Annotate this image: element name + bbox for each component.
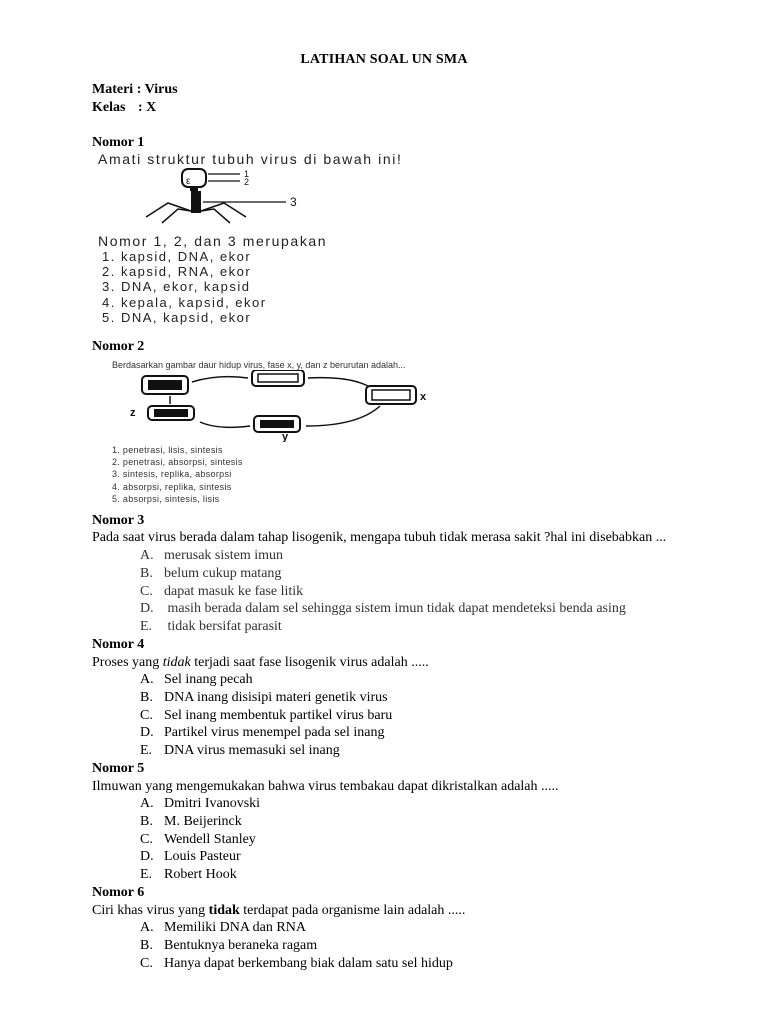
materi-line: [92, 82, 178, 98]
question-1-option-4: 4. kepala, kapsid, ekor: [102, 295, 267, 310]
option-letter: C.: [140, 956, 153, 971]
question-4-option-e: [140, 743, 340, 759]
question-6-option-c: [140, 956, 453, 972]
question-4-heading: Nomor 4: [92, 637, 145, 652]
arrow-2: [308, 378, 368, 386]
materi-key: Materi: [92, 82, 134, 97]
materi-value: Virus: [144, 82, 178, 97]
question-6-option-a: [140, 920, 306, 936]
option-letter: E.: [140, 743, 153, 758]
option-text: M. Beijerinck: [164, 814, 242, 829]
materi-sep: :: [136, 82, 142, 97]
option-text: DNA virus memasuki sel inang: [164, 743, 340, 758]
tail-fiber-right-2: [201, 209, 230, 223]
virus-tail: [191, 191, 201, 213]
virus-collar: [190, 187, 198, 191]
question-5-option-a: [140, 796, 260, 812]
question-1-option-5: 5. DNA, kapsid, ekor: [102, 310, 252, 325]
question-4-text: [92, 655, 429, 671]
option-text: Bentuknya beraneka ragam: [164, 938, 318, 953]
virus-life-cycle-figure: [118, 370, 438, 442]
cell-stage-x-content: [372, 390, 410, 400]
option-text: dapat masuk ke fase litik: [164, 584, 304, 599]
question-2-prompt: Berdasarkan gambar daur hidup virus, fase x, y, dan z berurutan adalah...: [112, 360, 406, 370]
option-text: Wendell Stanley: [164, 832, 256, 847]
cell-stage-2-content: [258, 374, 298, 382]
question-4-option-d: [140, 725, 384, 741]
figure-label-z: z: [130, 407, 136, 419]
question-2-option-2: 2. penetrasi, absorpsi, sintesis: [112, 457, 243, 467]
option-text: Dmitri Ivanovski: [164, 796, 261, 811]
option-letter: D.: [140, 601, 154, 616]
question-5-text: Ilmuwan yang mengemukakan bahwa virus tembakau dapat dikristalkan adalah .....: [92, 779, 559, 794]
question-4-option-c: [140, 708, 392, 724]
figure-label-2: 2: [244, 177, 250, 187]
kelas-key: Kelas: [92, 100, 126, 115]
option-letter: A.: [140, 796, 154, 811]
option-letter: D.: [140, 725, 154, 740]
option-text: belum cukup matang: [164, 566, 282, 581]
option-text: Sel inang membentuk partikel virus baru: [164, 708, 393, 723]
question-2-option-3: 3. sintesis, replika, absorpsi: [112, 469, 232, 479]
option-text: masih berada dalam sel sehingga sistem imun tidak dapat mendeteksi benda asing: [164, 601, 626, 616]
option-letter: B.: [140, 690, 153, 705]
option-text: Robert Hook: [164, 867, 237, 882]
question-3-option-c: [140, 584, 303, 600]
question-6-option-b: [140, 938, 317, 954]
question-4-text-pre: Proses yang: [92, 655, 163, 670]
option-text: Sel inang pecah: [164, 672, 253, 687]
figure-label-3: 3: [290, 195, 297, 209]
question-5-option-b: [140, 814, 242, 830]
document-title: LATIHAN SOAL UN SMA: [300, 52, 468, 67]
question-1-heading: Nomor 1: [92, 135, 145, 150]
figure-label-1: 1: [244, 169, 250, 179]
arrow-1: [192, 377, 248, 382]
option-letter: E.: [140, 867, 153, 882]
option-letter: B.: [140, 566, 153, 581]
question-1-prompt: Amati struktur tubuh virus di bawah ini!: [98, 151, 403, 167]
kelas-value: X: [146, 100, 157, 115]
tail-fiber-left-2: [162, 209, 191, 223]
question-2-option-4: 4. absorpsi, replika, sintesis: [112, 482, 232, 492]
question-6-text: [92, 903, 465, 919]
arrow-4: [200, 422, 250, 427]
question-4-text-post: terjadi saat fase lisogenik virus adalah .....: [190, 655, 429, 670]
question-1-option-1: 1. kapsid, DNA, ekor: [102, 249, 252, 264]
option-letter: E.: [140, 619, 153, 634]
question-5-heading: Nomor 5: [92, 761, 145, 776]
kelas-sep: :: [138, 100, 143, 115]
option-letter: A.: [140, 672, 154, 687]
question-6-text-emphasis: tidak: [208, 903, 240, 918]
question-3-option-d: [140, 601, 626, 617]
question-2-heading: Nomor 2: [92, 339, 145, 354]
question-5-option-c: [140, 832, 256, 848]
option-text: merusak sistem imun: [164, 548, 283, 563]
question-6-text-post: terdapat pada organisme lain adalah .....: [239, 903, 466, 918]
option-text: Louis Pasteur: [164, 849, 241, 864]
question-6-text-pre: Ciri khas virus yang: [92, 903, 209, 918]
figure-label-y: y: [282, 431, 289, 442]
question-2-option-1: 1. penetrasi, lisis, sintesis: [112, 445, 223, 455]
question-4-text-emphasis: tidak: [162, 655, 191, 670]
arrow-3: [306, 406, 380, 426]
option-text: Partikel virus menempel pada sel inang: [164, 725, 385, 740]
question-5-option-e: [140, 867, 237, 883]
cell-stage-1-content: [148, 380, 182, 390]
virus-structure-figure: [128, 165, 318, 231]
question-3-heading: Nomor 3: [92, 513, 145, 528]
option-text: Hanya dapat berkembang biak dalam satu sel hidup: [164, 956, 453, 971]
cell-stage-y-content: [260, 420, 294, 428]
question-2-option-5: 5. absorpsi, sintesis, lisis: [112, 494, 220, 504]
kelas-line: [92, 100, 156, 116]
virus-head-mark: ε: [186, 176, 191, 187]
cell-stage-x: [366, 386, 416, 404]
figure-label-x: x: [420, 391, 427, 403]
option-text: tidak bersifat parasit: [164, 619, 282, 634]
option-letter: A.: [140, 920, 154, 935]
question-3-option-a: [140, 548, 283, 564]
cell-stage-z-content: [154, 409, 188, 417]
question-3-option-e: [140, 619, 282, 635]
question-1-option-3: 3. DNA, ekor, kapsid: [102, 279, 251, 294]
option-letter: D.: [140, 849, 154, 864]
question-6-heading: Nomor 6: [92, 885, 145, 900]
option-text: Memiliki DNA dan RNA: [164, 920, 306, 935]
question-3-option-b: [140, 566, 281, 582]
question-5-option-d: [140, 849, 241, 865]
option-letter: B.: [140, 814, 153, 829]
question-3-text: Pada saat virus berada dalam tahap lisogenik, mengapa tubuh tidak merasa sakit ?hal ini disebabkan ...: [92, 530, 667, 545]
option-letter: C.: [140, 584, 153, 599]
question-4-option-b: [140, 690, 388, 706]
option-text: DNA inang disisipi materi genetik virus: [164, 690, 388, 705]
question-4-option-a: [140, 672, 253, 688]
option-letter: A.: [140, 548, 154, 563]
option-letter: B.: [140, 938, 153, 953]
option-letter: C.: [140, 708, 153, 723]
question-1-text: Nomor 1, 2, dan 3 merupakan: [98, 233, 328, 249]
cell-stage-2: [252, 370, 304, 386]
question-1-option-2: 2. kapsid, RNA, ekor: [102, 264, 252, 279]
option-letter: C.: [140, 832, 153, 847]
